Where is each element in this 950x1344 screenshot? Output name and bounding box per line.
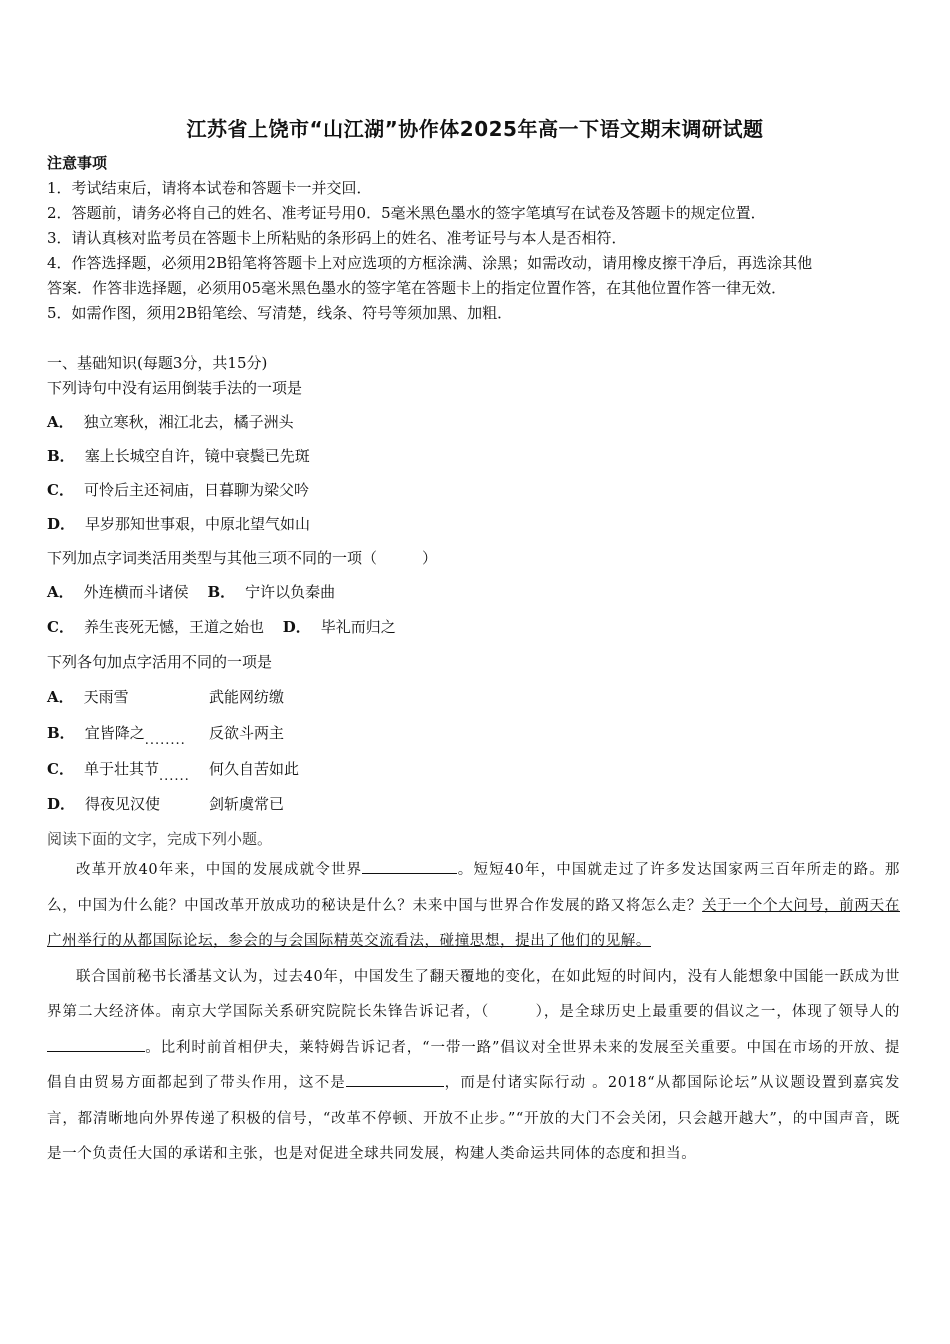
option-label: C． <box>47 760 74 778</box>
option-left-text: 单于壮其节 <box>83 760 159 778</box>
underlined-sentence: 关于一个个大问号，前两天在广州举行的从都国际论坛，参会的与会国际精英交流看法，碰撞思想，提出了他们的见解。 <box>47 897 900 949</box>
q2-options-row-1 <box>47 581 335 602</box>
emphasis-dots: ........ <box>144 733 186 748</box>
q1-option-c <box>47 479 309 500</box>
option-text: 塞上长城空自许，镜中衰鬓已先斑 <box>84 447 310 465</box>
notes-heading: 注意事项 <box>47 154 108 172</box>
option-label: D． <box>47 515 76 533</box>
option-text: 宁许以负秦曲 <box>245 583 336 601</box>
question-3-stem: 下列各句加点字活用不同的一项是 <box>47 653 273 671</box>
q3-option-b-right: 反欲斗两主 <box>209 724 285 742</box>
passage-text: 改革开放40年来，中国的发展成就令世界 <box>76 862 363 878</box>
answer-blank <box>346 1072 444 1087</box>
passage-paragraph-2 <box>47 960 900 1173</box>
note-item-5: 5．如需作图，须用2B铅笔绘、写清楚，线条、符号等须加黑、加粗． <box>47 304 513 322</box>
option-text: 外连横而斗诸侯 <box>83 583 189 601</box>
option-text: 毕礼而归之 <box>320 618 396 636</box>
note-item-4: 4．作答选择题，必须用2B铅笔将答题卡上对应选项的方框涂满、涂黑；如需改动，请用橡皮擦干净后，再选涂其他 <box>47 254 813 272</box>
emphasis-dots: ...... <box>158 769 190 784</box>
q3-option-d-right: 剑斩虞常已 <box>209 795 285 813</box>
q1-option-d <box>47 513 310 534</box>
option-text: 养生丧死无憾，王道之始也 <box>83 618 264 636</box>
q1-option-a <box>47 411 294 432</box>
option-text: 可怜后主还祠庙，日暮聊为梁父吟 <box>83 481 309 499</box>
option-label: C． <box>47 481 74 499</box>
q3-option-b <box>47 722 186 748</box>
option-label: B． <box>207 583 236 601</box>
note-item-1: 1．考试结束后，请将本试卷和答题卡一并交回． <box>47 179 372 197</box>
passage-text: 。短短40年，中国就走过了许多发达国家两三百年所走的路。那么，中国为什么能？中国改革开放成功的秘诀是什么？未来中国与世界合作发展的路又将怎么走？ <box>47 862 900 914</box>
answer-blank <box>47 1037 145 1052</box>
option-left-text: 天雨雪 <box>83 688 129 706</box>
q3-option-c-right: 何久自苦如此 <box>209 760 300 778</box>
option-left-text: 宜皆降之 <box>84 724 145 742</box>
passage-paragraph-1 <box>47 853 900 960</box>
option-text: 独立寒秋，湘江北去，橘子洲头 <box>83 413 294 431</box>
question-2-stem: 下列加点字词类活用类型与其他三项不同的一项（ ） <box>47 549 438 567</box>
passage-text: 。比利时前首相伊夫，莱特姆告诉记者，“一带一路”倡议对全世界未来的发展至关重要。中国在市场的开放、提倡自由贸易方面都起到了带头作用，这不是 <box>47 1039 900 1091</box>
q3-option-a <box>47 686 129 707</box>
q2-options-row-2 <box>47 616 396 637</box>
option-label: A． <box>47 583 74 601</box>
q3-option-c <box>47 758 190 784</box>
note-item-2: 2．答题前，请务必将自己的姓名、准考证号用0．5毫米黑色墨水的签字笔填写在试卷及答题卡的规定位置． <box>47 204 766 222</box>
question-1-stem: 下列诗句中没有运用倒装手法的一项是 <box>47 379 303 397</box>
note-item-4-cont: 答案．作答非选择题，必须用05毫米黑色墨水的签字笔在答题卡上的指定位置作答，在其他位置作答一律无效． <box>47 279 787 297</box>
q3-option-a-right: 武能网纺缴 <box>209 688 285 706</box>
note-item-3: 3．请认真核对监考员在答题卡上所粘贴的条形码上的姓名、准考证号与本人是否相符． <box>47 229 627 247</box>
passage-text: 联合国前秘书长潘基文认为，过去40年，中国发生了翻天覆地的变化，在如此短的时间内，没有人能想象中国能一跃成为世界第二大经济体。南京大学国际关系研究院院长朱锋告诉记者，（ ），是全球历史上最重要的倡议之一，体现了领导人的 <box>47 968 900 1020</box>
option-label: C． <box>47 618 74 636</box>
answer-blank <box>362 859 457 874</box>
reading-passage <box>47 853 900 1173</box>
section-heading: 一、基础知识(每题3分，共15分) <box>47 354 268 372</box>
passage-text: ，而是付诸实际行动 。2018“从都国际论坛”从议题设置到嘉宾发言，都清晰地向外界传递了积极的信号，“改革不停顿、开放不止步。”“开放的大门不会关闭，只会越开越大”，的中国声音，既是一个负责任大国的承诺和主张，也是对促进全球共同发展，构建人类命运共同体的态度和担当。 <box>47 1075 900 1162</box>
option-label: B． <box>47 447 75 465</box>
option-label: D． <box>282 618 311 636</box>
option-label: D． <box>47 795 76 813</box>
reading-intro: 阅读下面的文字，完成下列小题。 <box>47 830 273 848</box>
option-label: A． <box>47 413 74 431</box>
option-label: B． <box>47 724 75 742</box>
option-label: A． <box>47 688 74 706</box>
option-text: 早岁那知世事艰，中原北望气如山 <box>85 515 311 533</box>
q1-option-b <box>47 445 310 466</box>
q3-option-d <box>47 793 160 814</box>
page-title: 江苏省上饶市“山江湖”协作体2025年高一下语文期末调研试题 <box>186 117 764 141</box>
option-left-text: 得夜见汉使 <box>85 795 161 813</box>
